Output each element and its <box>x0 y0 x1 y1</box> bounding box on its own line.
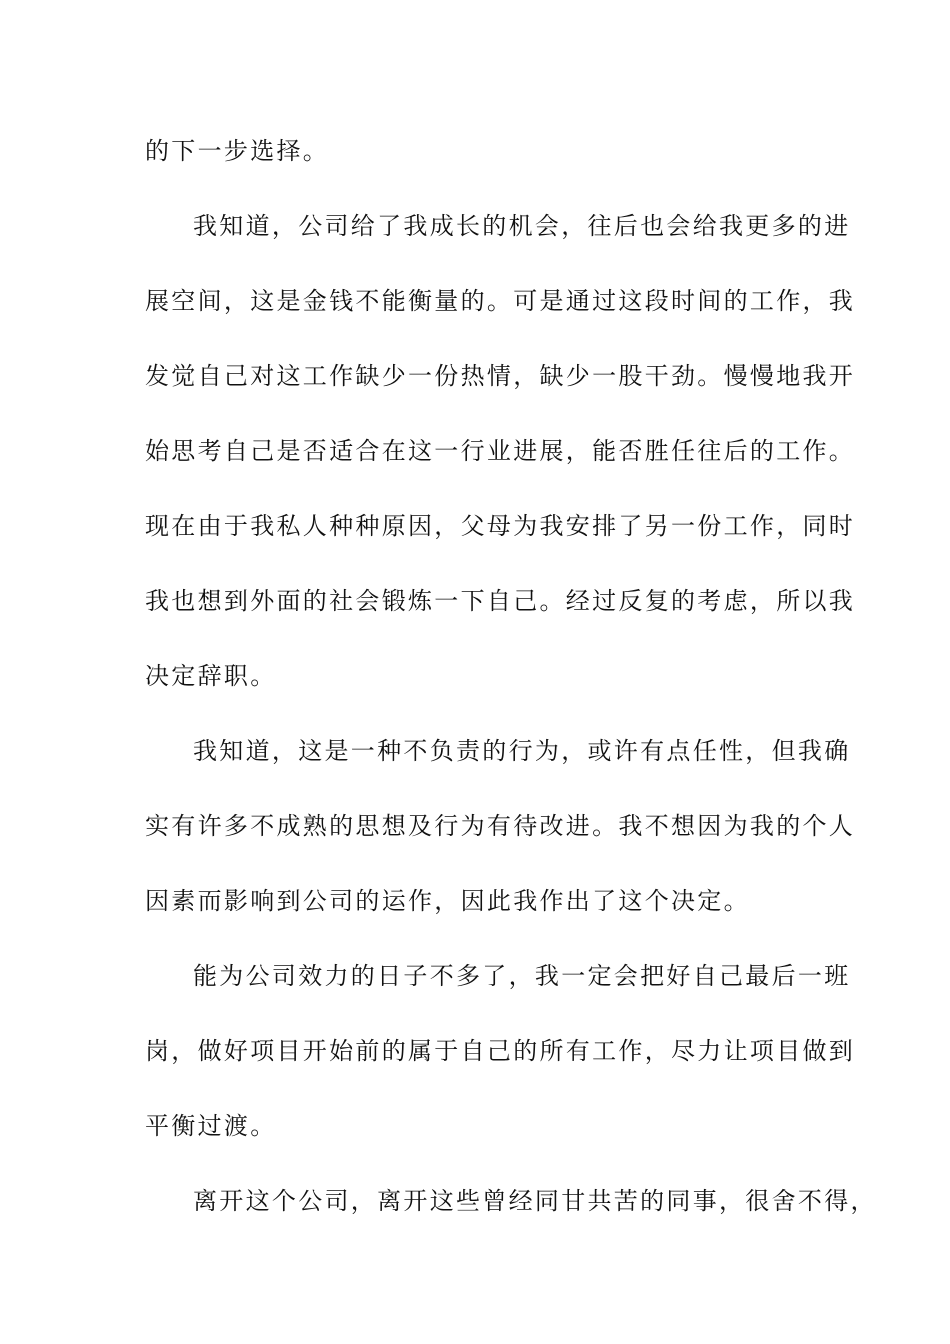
text-line: 我知道，这是一种不负责的行为，或许有点任性，但我确 <box>193 737 851 765</box>
text-line: 决定辞职。 <box>145 662 277 690</box>
text-line: 因素而影响到公司的运作，因此我作出了这个决定。 <box>145 887 750 915</box>
text-line: 始思考自己是否适合在这一行业进展，能否胜任往后的工作。 <box>145 437 856 465</box>
text-line: 能为公司效力的日子不多了，我一定会把好自己最后一班 <box>193 962 851 990</box>
text-line: 实有许多不成熟的思想及行为有待改进。我不想因为我的个人 <box>145 812 856 840</box>
text-line: 岗，做好项目开始前的属于自己的所有工作，尽力让项目做到 <box>145 1037 856 1065</box>
text-line: 现在由于我私人种种原因，父母为我安排了另一份工作，同时 <box>145 512 856 540</box>
text-line: 展空间，这是金钱不能衡量的。可是通过这段时间的工作，我 <box>145 287 856 315</box>
text-line: 的下一步选择。 <box>145 137 330 165</box>
text-line: 离开这个公司，离开这些曾经同甘共苦的同事，很舍不得， <box>193 1187 877 1215</box>
text-line: 我也想到外面的社会锻炼一下自己。经过反复的考虑，所以我 <box>145 587 856 615</box>
text-line: 平衡过渡。 <box>145 1112 277 1140</box>
text-line: 我知道，公司给了我成长的机会，往后也会给我更多的进 <box>193 212 851 240</box>
text-line: 发觉自己对这工作缺少一份热情，缺少一股干劲。慢慢地我开 <box>145 362 856 390</box>
